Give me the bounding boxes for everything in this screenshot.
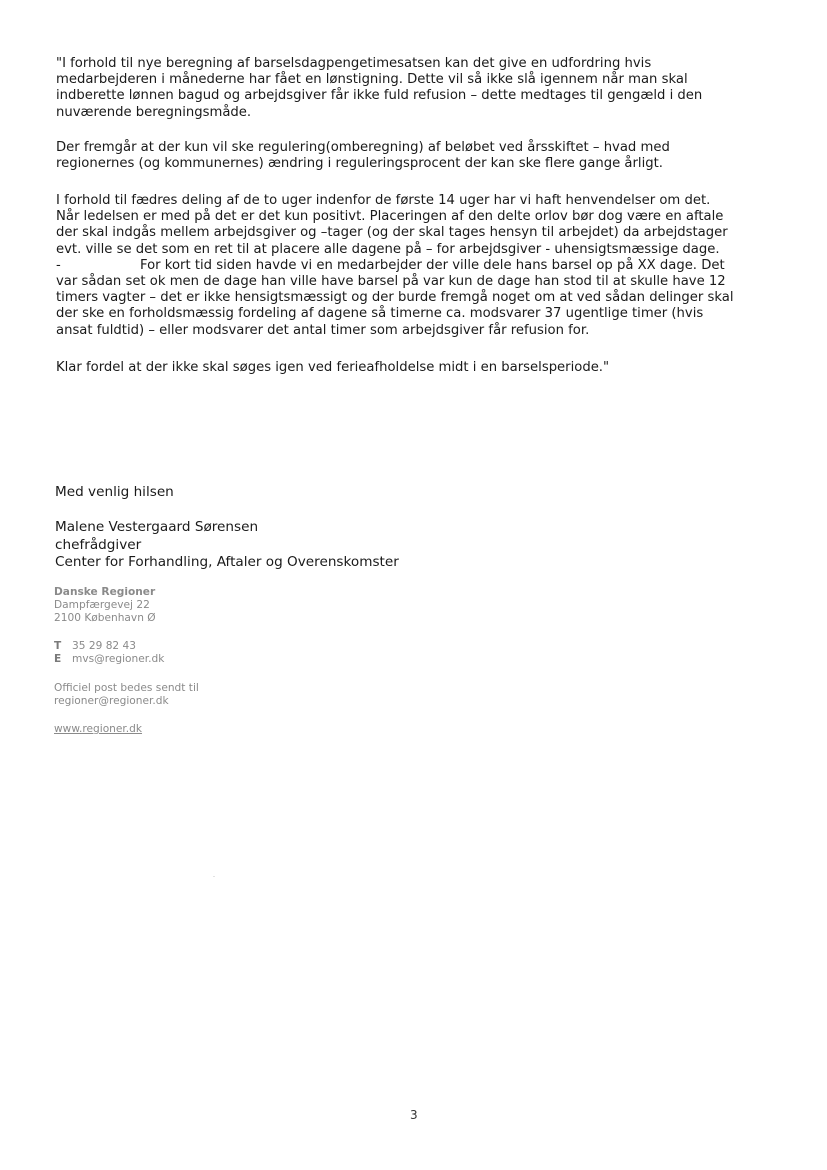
- closing-greeting: Med venlig hilsen: [55, 484, 174, 500]
- signature-contact: [54, 640, 164, 666]
- text-line: nuværende beregningsmåde.: [56, 104, 252, 120]
- text-line: Klar fordel at der ikke skal søges igen ved ferieafholdelse midt i en barselsperiode.": [56, 360, 610, 375]
- text-line: der ske en forholdsmæssig fordeling af dagene så timerne ca. modsvarer 37 ugentlige timer (hvis: [56, 306, 704, 322]
- text-line: indberette lønnen bagud og arbejdsgiver får ikke fuld refusion – dette medtages til gengæld i den: [56, 88, 703, 104]
- phone-row: [54, 640, 164, 653]
- official-post-note: [54, 682, 199, 708]
- scan-speck: [213, 876, 215, 877]
- text-line: var sådan set ok men de dage han ville have barsel på var kun de dage han stod til at skulle have 12: [56, 274, 726, 290]
- post-note-email: regioner@regioner.dk: [54, 695, 169, 707]
- page-number: 3: [410, 1108, 418, 1122]
- quote-paragraph-4: [56, 360, 786, 376]
- email-label: E: [54, 653, 62, 665]
- bullet-marker: -: [56, 257, 61, 273]
- quote-paragraph-3: [56, 193, 786, 339]
- post-note-line: Officiel post bedes sendt til: [54, 682, 199, 694]
- quote-paragraph-2: [56, 140, 786, 172]
- text-line: der skal indgås mellem arbejdsgiver og –tager (og der skal tages hensyn til arbejdet) da arbejdstager: [56, 225, 728, 241]
- email-row: [54, 653, 164, 666]
- sender-block: [55, 519, 399, 572]
- sender-title: chefrådgiver: [55, 536, 142, 553]
- text-line: ansat fuldtid) – eller modsvarer det antal timer som arbejdsgiver får refusion for.: [56, 322, 590, 338]
- phone-number: 35 29 82 43: [72, 640, 137, 652]
- city-address: 2100 København Ø: [54, 612, 156, 624]
- quote-paragraph-1: [56, 56, 786, 121]
- sender-department: Center for Forhandling, Aftaler og Overenskomster: [55, 554, 399, 571]
- text-line: Når ledelsen er med på det er det kun positivt. Placeringen af den delte orlov bør dog være en aftale: [56, 209, 724, 225]
- text-line: "I forhold til nye beregning af barselsdagpengetimesatsen kan det give en udfordring hvis: [56, 56, 652, 71]
- signature-address: [54, 586, 156, 625]
- text-line: timers vagter – det er ikke hensigtsmæssigt og der burde fremgå noget om at ved sådan delinger skal: [56, 290, 734, 306]
- email-address: mvs@regioner.dk: [72, 653, 165, 665]
- text-line: Der fremgår at der kun vil ske regulering(omberegning) af beløbet ved årsskiftet – hvad med: [56, 140, 670, 155]
- text-line: For kort tid siden havde vi en medarbejder der ville dele hans barsel op på XX dage. Det: [140, 257, 725, 273]
- text-line: medarbejderen i månederne har fået en lønstigning. Dette vil så ikke slå igennem når man skal: [56, 72, 688, 88]
- text-line: evt. ville se det som en ret til at placere alle dagene på – for arbejdsgiver - uhensigtsmæssige dage.: [56, 241, 720, 257]
- website-link[interactable]: www.regioner.dk: [54, 723, 143, 735]
- street-address: Dampfærgevej 22: [54, 599, 150, 611]
- text-line: regionernes (og kommunernes) ændring i reguleringsprocent der kan ske flere gange årligt.: [56, 156, 663, 172]
- text-line: I forhold til fædres deling af de to uger indenfor de første 14 uger har vi haft henvendelser om det.: [56, 193, 711, 208]
- organization-name: Danske Regioner: [54, 586, 156, 598]
- phone-label: T: [54, 640, 62, 652]
- sender-name: Malene Vestergaard Sørensen: [55, 519, 259, 535]
- bullet-item: [56, 258, 786, 274]
